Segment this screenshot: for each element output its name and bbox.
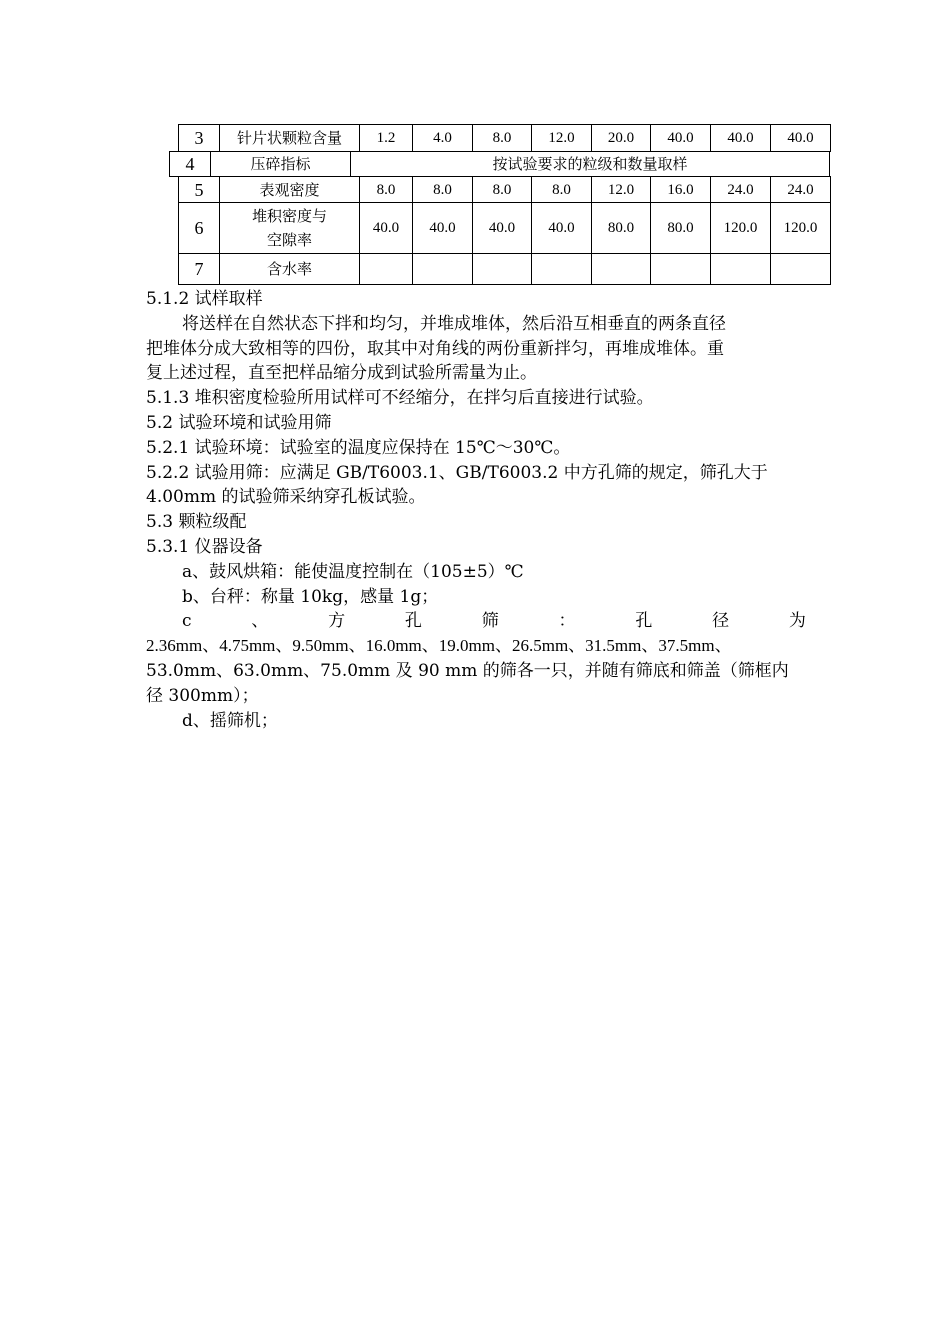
word: 、 [251,611,269,632]
paragraph-line: 径 300mm）； [146,685,259,706]
value-cell: 40.0 [531,202,592,254]
value-cell: 80.0 [591,202,651,254]
value-cell [472,253,532,285]
value-cell: 120.0 [770,202,831,254]
row-number: 4 [169,151,211,177]
item-name: 表观密度 [219,176,360,203]
section-heading: 5.3 颗粒级配 [146,512,247,533]
paragraph-line: 2.36mm、4.75mm、9.50mm、16.0mm、19.0mm、26.5mm、31.5mm、37.5mm、 [146,636,732,656]
list-item: b、台秤：称量 10kg，感量 1g； [182,586,439,607]
value-cell [710,253,771,285]
value-cell: 8.0 [412,176,473,203]
merged-note-cell: 按试验要求的粒级和数量取样 [350,151,830,177]
value-cell: 24.0 [770,176,831,203]
value-cell [650,253,711,285]
value-cell [359,253,413,285]
item-name: 含水率 [219,253,360,285]
word: 方 [328,611,346,632]
value-cell: 24.0 [710,176,771,203]
paragraph-line: 53.0mm、63.0mm、75.0mm 及 90 mm 的筛各一只，并随有筛底和筛盖（筛框内 [146,660,789,681]
value-cell: 8.0 [472,124,532,152]
value-cell: 8.0 [359,176,413,203]
value-cell [591,253,651,285]
value-cell: 80.0 [650,202,711,254]
word: 孔 [404,611,422,632]
list-item: d、摇筛机； [182,710,278,731]
table-row [178,176,830,203]
value-cell [412,253,473,285]
value-cell: 8.0 [472,176,532,203]
table-row [178,253,830,285]
value-cell: 40.0 [359,202,413,254]
value-cell: 40.0 [650,124,711,152]
value-cell: 40.0 [710,124,771,152]
paragraph-line: 复上述过程，直至把样品缩分成到试验所需量为止。 [146,363,537,384]
value-cell: 40.0 [412,202,473,254]
section-heading: 5.3.1 仪器设备 [146,536,263,557]
list-item-justified-line [146,609,806,634]
word: 为 [788,611,806,632]
value-cell: 40.0 [770,124,831,152]
paragraph-line: 将送样在自然状态下拌和均匀，并堆成堆体，然后沿互相垂直的两条直径 [182,313,726,334]
word: c [182,611,192,632]
value-cell: 12.0 [591,176,651,203]
item-name-line2: 空隙率 [266,231,312,249]
table-row [178,124,830,152]
body-text [146,287,806,733]
table-row [178,202,830,254]
word: 筛 [481,611,499,632]
list-item: a、鼓风烘箱：能使温度控制在（105±5）℃ [182,561,524,582]
value-cell: 120.0 [710,202,771,254]
word: ： [558,611,576,632]
table-row [169,151,829,177]
paragraph-line: 5.2.2 试验用筛：应满足 GB/T6003.1、GB/T6003.2 中方孔筛的规定，筛孔大于 [146,462,768,483]
word: 径 [712,611,730,632]
paragraph: 5.1.3 堆积密度检验所用试样可不经缩分，在拌匀后直接进行试验。 [146,388,654,409]
item-name-line1: 堆积密度与 [251,207,327,225]
value-cell: 8.0 [531,176,592,203]
row-number: 5 [178,176,220,203]
value-cell: 4.0 [412,124,473,152]
value-cell: 16.0 [650,176,711,203]
value-cell [531,253,592,285]
paragraph-line: 把堆体分成大致相等的四份，取其中对角线的两份重新拌匀，再堆成堆体。重 [146,338,724,359]
paragraph-line: 4.00mm 的试验筛采纳穿孔板试验。 [146,487,426,508]
section-heading: 5.2 试验环境和试验用筛 [146,412,332,433]
word: 孔 [635,611,653,632]
row-number: 7 [178,253,220,285]
paragraph: 5.2.1 试验环境：试验室的温度应保持在 15℃～30℃。 [146,437,571,458]
value-cell [770,253,831,285]
row-number: 3 [178,124,220,152]
item-name: 压碎指标 [210,151,351,177]
value-cell: 12.0 [531,124,592,152]
value-cell: 20.0 [591,124,651,152]
value-cell: 40.0 [472,202,532,254]
value-cell: 1.2 [359,124,413,152]
item-name [219,202,360,254]
item-name: 针片状颗粒含量 [219,124,360,152]
section-heading: 5.1.2 试样取样 [146,289,263,309]
row-number: 6 [178,202,220,254]
